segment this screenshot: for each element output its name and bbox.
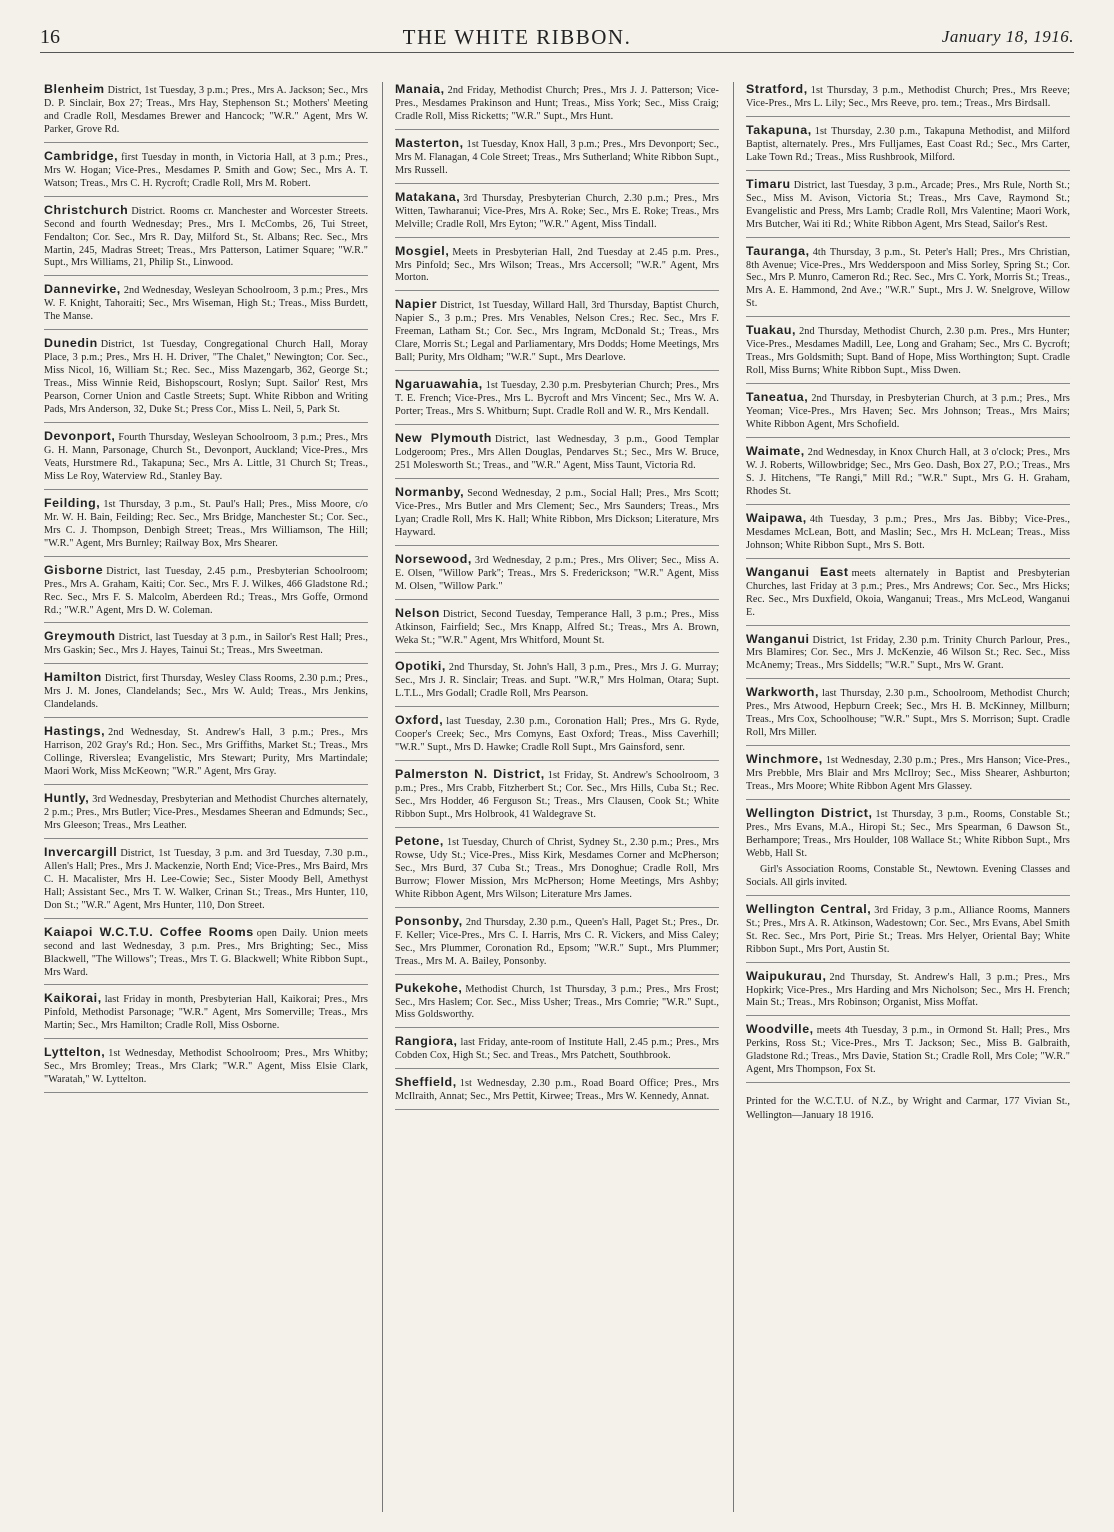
branch-name: Woodville, — [746, 1022, 814, 1037]
branch-name: Cambridge, — [44, 148, 119, 163]
branch-name: Dannevirke, — [44, 282, 121, 297]
branch-details: 3rd Wednesday, Presbyterian and Methodist Churches alternately, 2 p.m.; Pres., Mrs Butler; Vice-Pres., Mesdames Sheeran and Edmunds; Sec., Mrs Gleeson; Treas., Mrs Leather. — [44, 794, 368, 831]
branch-extra-note: Girl's Association Rooms, Constable St., Newtown. Evening Classes and Socials. All girls invited. — [746, 864, 1070, 896]
branch-details: 4th Thursday, 3 p.m., St. Peter's Hall; Pres., Mrs Christian, 8th Avenue; Vice-Pres., Mrs Wedderspoon and Miss Sorley, Spring St.; Cor. Sec., Mrs P. Munro, Cameron Rd.; Rec. Sec., Mrs C. York, Morris St.; Treas., Mrs A. E. Hammond, 2nd Ave.; "W.R." Supt., Mrs J. W. Snelgrove, Willow St. — [746, 246, 1070, 310]
branch-name: Ngaruawahia, — [395, 377, 483, 392]
branch-entry-nelson — [395, 606, 719, 654]
branch-entry-timaru — [746, 177, 1070, 238]
branch-name: Sheffield, — [395, 1075, 457, 1090]
branch-entry-normanby — [395, 485, 719, 546]
branch-entry-tauranga — [746, 244, 1070, 318]
branch-entry-pukekohe — [395, 981, 719, 1029]
branch-details: District, last Wednesday, 3 p.m., Good Templar Lodgeroom; Pres., Mrs Allen Douglas, Pendarves St.; Sec., Mrs W. Bruce, 251 Molesworth St.; Treas., and "W.R." Agent, Miss Taunt, Victoria Rd. — [395, 434, 719, 471]
branch-details: District, last Tuesday, 3 p.m., Arcade; Pres., Mrs Rule, North St.; Sec., Miss M. Avison, Victoria St.; Treas., Mrs Cave, Raymond St.; Evangelistic and Press, Mrs Lamb; Cradle Roll, Mrs Valentine; Maori Work, Mrs Butcher, Wai iti Rd.; White Ribbon Agent, Mrs Stead, Sailor's Rest. — [746, 179, 1070, 230]
branch-details: Meets in Presbyterian Hall, 2nd Tuesday at 2.45 p.m. Pres., Mrs Pinfold; Sec., Mrs Wilson; Treas., Mrs Accersoll; "W.R." Agent, Mrs Morton. — [395, 246, 719, 284]
branch-details: 1st Wednesday, 2.30 p.m.; Pres., Mrs Hanson; Vice-Pres., Mrs Prebble, Mrs Blair and Mrs McIlroy; Sec., Miss Shearer, Ashburton; Treas., Mrs Moore; White Ribbon Agent Mrs Glassey. — [746, 755, 1070, 793]
branch-name: Takapuna, — [746, 122, 812, 137]
branch-details: Methodist Church, 1st Thursday, 3 p.m.; Pres., Mrs Frost; Sec., Mrs Haslem; Cor. Sec., Miss Usher; Treas., Mrs Comrie; "W.R." Supt., Miss Goldsworthy. — [395, 983, 719, 1021]
branch-name: Kaiapoi W.C.T.U. Coffee Rooms — [44, 924, 254, 939]
branch-name: Opotiki, — [395, 659, 446, 674]
branch-name: Blenheim — [44, 82, 105, 96]
branch-name: Tauranga, — [746, 243, 810, 258]
branch-entry-kaiapoi-w-c-t-u-coffee-rooms — [44, 925, 368, 986]
branch-name: Masterton, — [395, 135, 464, 150]
branch-entry-palmerston-n-district — [395, 767, 719, 828]
branch-entry-takapuna — [746, 123, 1070, 171]
branch-entry-hamilton — [44, 670, 368, 718]
branch-details: 3rd Wednesday, 2 p.m.; Pres., Mrs Oliver; Sec., Miss A. E. Olsen, "Willow Park"; Treas., Mrs S. Frederickson; "W.R." Agent, Miss M. Olsen, "Willow Park." — [395, 554, 719, 592]
branch-entry-masterton — [395, 136, 719, 184]
branch-name: Wanganui — [746, 631, 810, 646]
page-header — [40, 22, 1074, 53]
branch-name: Kaikorai, — [44, 991, 102, 1006]
branch-details: last Thursday, 2.30 p.m., Schoolroom, Methodist Church; Pres., Mrs Atwood, Hepburn Creek; Sec., Mrs H. B. McKinney, Millburn; Treas., Mrs Cox, Schoolhouse; "W.R." Supt., Mrs S. Morrison; Supt. Cradle Roll, Mrs Miller. — [746, 688, 1070, 739]
branch-entry-dunedin — [44, 336, 368, 423]
branch-details: 2nd Thursday, 2.30 p.m., Queen's Hall, Paget St.; Pres., Dr. F. Keller; Vice-Pres., Mrs C. I. Harris, Mrs C. R. Vickers, and Miss Caley; Sec., Mrs Plummer, Coronation Rd., Epsom; "W.R." Supt., Mrs Plummer; Treas., Mrs M. A. Bailey, Ponsonby. — [395, 916, 719, 967]
branch-name: Ponsonby, — [395, 913, 463, 928]
branch-details: District, 1st Tuesday, 3 p.m. and 3rd Tuesday, 7.30 p.m., Allen's Hall; Pres., Mrs J. Mackenzie, North End; Vice-Pres., Mrs Baird, Mrs C. H. Macalister, Mrs H. Lee-Cowie; Sec., Sister Moody Bell, Amethyst Hall; Assistant Sec., Mrs T. W. Walker, Crinan St.; Treas., Mrs Hunter, 110, Don St.; "W.R." Agent, Mrs Hunter, 110, Don Street. — [44, 847, 368, 911]
branch-details: District, 1st Tuesday, 3 p.m.; Pres., Mrs A. Jackson; Sec., Mrs D. P. Sinclair, Box 27; Treas., Mrs Hay, Stephenson St.; Mothers' Meeting and Cradle Roll, Mesdames Brewer and Hancock; "W.R." Agent, Mrs W. Parker, Grove Rd. — [44, 85, 368, 135]
branch-entry-gisborne — [44, 563, 368, 624]
branch-name: Rangiora, — [395, 1034, 458, 1049]
branch-entry-huntly — [44, 791, 368, 839]
branch-name: Mosgiel, — [395, 243, 450, 258]
branch-entry-kaikorai — [44, 991, 368, 1039]
branch-details: 2nd Thursday, Methodist Church, 2.30 p.m. Pres., Mrs Hunter; Vice-Pres., Mesdames Madill, Lee, Long and Graham; Sec., Mrs C. Bycroft; Treas., Mrs Goldsmith; Supt. Band of Hope, Miss Worthington; Supt. Cradle Roll, Miss Burns; White Ribbon Supt., Miss Dwen. — [746, 326, 1070, 377]
branch-name: Hamilton — [44, 670, 102, 685]
branch-name: Timaru — [746, 176, 791, 191]
branch-details: 1st Friday, St. Andrew's Schoolroom, 3 p.m.; Pres., Mrs Crabb, Fitzherbert St.; Cor. Sec., Mrs Hills, Cuba St.; Rec. Sec., Mrs Hodder, 46 Ferguson St.; Treas., Mrs Clausen, Cook St.; White Ribbon Supt., Mrs Holbrook, 41 Waldegrave St. — [395, 770, 719, 821]
branch-details: last Friday, ante-room of Institute Hall, 2.45 p.m.; Pres., Mrs Cobden Cox, High St.; Sec. and Treas., Mrs Patchett, Southbrook. — [395, 1037, 719, 1062]
branch-details: 1st Thursday, 3 p.m., Methodist Church; Pres., Mrs Reeve; Vice-Pres., Mrs L. Lily; Sec., Mrs Reeve, pro. tem.; Treas., Mrs Birdsall. — [746, 85, 1070, 109]
branch-name: Matakana, — [395, 189, 461, 204]
branch-entry-blenheim — [44, 82, 368, 143]
branch-name: Greymouth — [44, 629, 116, 644]
branch-details: 3rd Friday, 3 p.m., Alliance Rooms, Manners St.; Pres., Mrs A. R. Atkinson, Wadestown; Cor. Sec., Mrs Evans, Abel Smith St. Rec. Sec., Mrs Port, Pirie St.; Treas. Mrs Helyer, Oriental Bay; White Ribbon Supt., Mrs Port, Austin St. — [746, 904, 1071, 955]
branch-name: Devonport, — [44, 429, 116, 444]
branch-name: Huntly, — [44, 791, 90, 806]
branch-details: 1st Thursday, 2.30 p.m., Takapuna Methodist, and Milford Baptist, alternately. Pres., Mrs Fulljames, East Coast Rd.; Sec., Mrs Carter, Lake Town Rd.; Treas., Miss Rushbrook, Milford. — [746, 125, 1070, 163]
branch-name: Palmerston N. District, — [395, 767, 545, 782]
branch-entry-wanganui — [746, 632, 1070, 680]
branch-details: 4th Tuesday, 3 p.m.; Pres., Mrs Jas. Bibby; Vice-Pres., Mesdames McLean, Bott, and Maslin; Sec., Mrs H. McLean; Treas., Miss Johnson; White Ribbon Supt., Mrs S. Bott. — [746, 513, 1070, 551]
branch-entry-waipukurau — [746, 969, 1070, 1017]
branch-entry-mosgiel — [395, 244, 719, 292]
branch-details: District. Rooms cr. Manchester and Worcester Streets. Second and fourth Wednesday; Pres., Mrs I. McCombs, 26, Tui Street, Fendalton; Cor. Sec., Mrs R. Day, Milford St., St. Albans; Rec. Sec., Mrs Martin, 245, Madras Street; Treas., Mrs Patterson, Latimer Square; "W.R." Supt., Mrs Williams, 21, Philip St., Linwood. — [44, 205, 368, 269]
branch-name: Normanby, — [395, 484, 465, 499]
column-middle — [382, 82, 723, 1512]
branch-details: last Tuesday, 2.30 p.m., Coronation Hall; Pres., Mrs G. Ryde, Cooper's Creek; Sec., Mrs Comyns, East Oxford; Treas., Miss Caverhill; "W.R." Supt., Mrs D. Hawke; Cradle Roll Supt., Mrs Gainsford, senr. — [395, 716, 719, 754]
branch-name: Invercargill — [44, 844, 118, 859]
issue-date: January 18, 1916. — [941, 27, 1074, 46]
branch-entry-matakana — [395, 190, 719, 238]
branch-entry-petone — [395, 834, 719, 908]
column-left — [40, 82, 372, 1512]
branch-name: Pukekohe, — [395, 980, 463, 995]
branch-details: District, 1st Tuesday, Willard Hall, 3rd Thursday, Baptist Church, Napier S., 3 p.m.; Pres. Mrs Venables, Nelson Cres.; Rec. Sec., Mrs F. Freeman, Latham St.; Cor. Sec., Mrs Ingram, McDonald St.; Treas., Mrs Clare, Morris St.; Legal and Parliamentary, Mrs Dodds; Home Meetings, Mrs Ball; Purity, Mrs Oldham; "W.R." Supt., Mrs Dearlove. — [395, 300, 719, 364]
branch-entry-devonport — [44, 429, 368, 490]
branch-name: Winchmore, — [746, 752, 823, 767]
branch-name: Stratford, — [746, 82, 808, 96]
branch-name: Lyttelton, — [44, 1045, 106, 1060]
branch-entry-dannevirke — [44, 282, 368, 330]
branch-name: Gisborne — [44, 562, 104, 577]
branch-name: Petone, — [395, 833, 444, 848]
branch-entry-winchmore — [746, 752, 1070, 800]
branch-details: 1st Tuesday, 2.30 p.m. Presbyterian Church; Pres., Mrs T. E. French; Vice-Pres., Mrs L. Bycroft and Mrs Vincent; Sec., Mrs W. A. Porter; Treas., Mrs S. Whitburn; Supt. Cradle Roll and W. R., Mrs Kendall. — [395, 380, 719, 418]
page-title: THE WHITE RIBBON. — [402, 24, 632, 49]
branch-name: Napier — [395, 297, 438, 312]
branch-entry-oxford — [395, 713, 719, 761]
branch-name: Nelson — [395, 605, 440, 620]
branch-entry-woodville — [746, 1022, 1070, 1083]
branch-details: District, 1st Tuesday, Congregational Church Hall, Moray Place, 3 p.m.; Pres., Mrs H. H. Driver, "The Chalet," Newington; Cor. Sec., Miss Nicol, 16, William St.; Rec. Sec., Miss Mazengarb, 362, George St.; Treas., Miss Winnie Reid, Bishopscourt, Roslyn; Supt. Sailor' Rest, Mrs Pearson, Corner Union and Castle Streets; Supt. White Ribbon and Writing Pads, Mrs Anderson, 32, Duke St.; Press Cor., Miss L. Neil, 5, Park St. — [44, 339, 368, 416]
branch-entry-invercargill — [44, 845, 368, 919]
branch-details: last Friday in month, Presbyterian Hall, Kaikorai; Pres., Mrs Pinfold, Methodist Parsonage; "W.R." Agent, Mrs Somerville; Treas., Mrs Martin; Sec., Mrs Hamilton; Cradle Roll, Miss Osborne. — [44, 994, 368, 1032]
branch-details: 2nd Friday, Methodist Church; Pres., Mrs J. J. Patterson; Vice-Pres., Mesdames Prakinson and Hunt; Treas., Miss York; Sec., Miss Craig; Cradle Roll, Miss Ricketts; "W.R." Supt., Mrs Hunt. — [395, 85, 719, 122]
branch-details: 2nd Wednesday, Wesleyan Schoolroom, 3 p.m.; Pres., Mrs W. F. Knight, Tahoraiti; Sec., Mrs Wiseman, High St.; Treas., Miss Burdett, The Manse. — [44, 285, 368, 323]
branch-name: Taneatua, — [746, 390, 809, 405]
branch-name: Waimate, — [746, 444, 805, 459]
printer-note: Printed for the W.C.T.U. of N.Z., by Wright and Carmar, 177 Vivian St., Wellington—January 18 1916. — [746, 1096, 1070, 1121]
branch-details: 2nd Thursday, St. John's Hall, 3 p.m., Pres., Mrs J. G. Murray; Sec., Mrs J. R. Sinclair; Treas. and Supt. "W.R," Mrs Holman, Otara; Supt. L.T.L., Mrs Godall; Cradle Roll, Mrs Pearson. — [395, 662, 719, 700]
branch-name: Feilding, — [44, 495, 101, 510]
branch-entry-greymouth — [44, 629, 368, 664]
branch-name: Wellington Central, — [746, 901, 872, 916]
branch-details: open Daily. Union meets second and last Wednesday, 3 p.m. Pres., Mrs Brighting; Sec., Miss Blackwell, "The Willows"; Treas., Mrs T. G. Blackwell; White Ribbon Supt., Mrs Ward. — [44, 927, 368, 978]
branch-details: 1st Thursday, 3 p.m., Rooms, Constable St.; Pres., Mrs Evans, M.A., Hiropi St.; Sec., Mrs Spearman, 6 Dawson St., Berhampore; Treas., Mrs Houlder, 108 Wallace St.; White Ribbon Supt., Mrs Webb, Hall St. — [746, 809, 1071, 859]
branch-entry-manaia — [395, 82, 719, 130]
branch-details: 2nd Wednesday, in Knox Church Hall, at 3 o'clock; Pres., Mrs W. J. Roberts, Willowbridge; Sec., Mrs Geo. Dash, Box 27, P.O.; Treas., Mrs S. J. Hitchens, "Te Rangi," Mill Rd.; "W.R." Supt., Mrs G. H. Graham, Rhodes St. — [746, 447, 1070, 497]
branch-name: Hastings, — [44, 724, 106, 739]
branch-details: Second Wednesday, 2 p.m., Social Hall; Pres., Mrs Scott; Vice-Pres., Mrs Butler and Mrs Clement; Sec., Mrs Saunders; Treas., Mrs Lyan; Cradle Roll, Mrs K. Hall; White Ribbon, Mrs Dickson; Literature, Mrs Hayward. — [395, 487, 719, 538]
page-number: 16 — [40, 25, 60, 48]
branch-details: District, 1st Friday, 2.30 p.m. Trinity Church Parlour, Pres., Mrs Blamires; Cor. Sec., Mrs J. McKenzie, 46 Wilson St.; Rec. Sec., Miss McAnemy; Treas., Mrs Siddells; "W.R." Supt., Mrs W. Grant. — [746, 634, 1070, 672]
branch-entry-taneatua — [746, 390, 1070, 438]
branch-details: meets alternately in Baptist and Presbyterian Churches, last Friday at 3 p.m.; Pres., Mrs Andrews; Cor. Sec., Mrs Hicks; Rec. Sec., Mrs Duxfield, Okoia, Wanganui; Treas., Mrs McLeod, Wanganui E. — [746, 567, 1070, 618]
branch-details: meets 4th Tuesday, 3 p.m., in Ormond St. Hall; Pres., Mrs Perkins, Ross St.; Vice-Pres., Mrs T. Jackson; Sec., Miss B. Galbraith, Gladstone Rd.; Treas., Mrs Davie, Station St.; Cradle Roll, Mrs Cole; "W.R." Agent, Mrs Thompson, Fox St. — [746, 1025, 1070, 1076]
branch-entry-napier — [395, 297, 719, 371]
branch-name: Norsewood, — [395, 551, 472, 566]
branch-entry-christchurch — [44, 203, 368, 277]
branch-details: 1st Wednesday, Methodist Schoolroom; Pres., Mrs Whitby; Sec., Mrs Bromley; Treas., Mrs Clark; "W.R." Agent, Miss Elsie Clark, "Waratah," W. Lyttelton. — [44, 1048, 368, 1086]
branch-details: Fourth Thursday, Wesleyan Schoolroom, 3 p.m.; Pres., Mrs G. H. Mann, Parsonage, Church St., Devonport, Auckland; Vice-Pres., Mrs Veats, Hurstmere Rd., Takapuna; Sec., Mrs A. Little, 31 Church St; Treas., Miss Le Roy, Waterview Rd., Stanley Bay. — [44, 432, 368, 482]
branch-details: first Tuesday in month, in Victoria Hall, at 3 p.m.; Pres., Mrs W. Hogan; Vice-Pres., Mesdames P. Smith and Gow; Sec., Mrs A. T. Watson; Treas., Mrs C. H. Rycroft; Cradle Roll, Mrs M. Robert. — [44, 151, 368, 189]
branch-name: Christchurch — [44, 202, 129, 217]
column-right — [733, 82, 1074, 1512]
branch-name: Wanganui East — [746, 564, 849, 579]
branch-entry-hastings — [44, 724, 368, 785]
directory-columns — [40, 82, 1074, 1512]
branch-entry-ponsonby — [395, 914, 719, 975]
branch-entry-stratford — [746, 82, 1070, 117]
branch-entry-ngaruawahia — [395, 377, 719, 425]
branch-details: 1st Tuesday, Knox Hall, 3 p.m.; Pres., Mrs Devonport; Sec., Mrs M. Flanagan, 4 Cole Street; Treas., Mrs Sutherland; White Ribbon Supt., Mrs Russell. — [395, 138, 719, 176]
branch-details: 1st Tuesday, Church of Christ, Sydney St., 2.30 p.m.; Pres., Mrs Rowse, Udy St.; Vice-Pres., Miss Kirk, Mesdames Corner and McPherson; Sec., Mrs Burd, 37 Cuba St.; Treas., Mrs Donoghue; Cradle Roll, Mrs Burrow; Flower Mission, Mrs McPherson; Home Meetings, Mrs Ashby; White Ribbon Agent, Mrs Wilson; Literature Mrs James. — [395, 836, 719, 900]
branch-entry-waimate — [746, 444, 1070, 505]
branch-details: 3rd Thursday, Presbyterian Church, 2.30 p.m.; Pres., Mrs Witten, Tawharanui; Vice-Pres, Mrs A. Roke; Sec., Mrs E. Roke; Treas., Mrs Melville; Cradle Roll, Mrs Eyton; "W.R." Agent, Miss Tindall. — [395, 192, 719, 230]
branch-name: Dunedin — [44, 336, 98, 351]
column-right-entries — [746, 82, 1070, 1083]
branch-details: 2nd Thursday, St. Andrew's Hall, 3 p.m.; Pres., Mrs Hopkirk; Vice-Pres., Mrs Harding and Mrs Nicholson; Sec., Mrs H. French; Main St.; Treas., Mrs Robinson; Organist, Miss Moffat. — [746, 971, 1070, 1009]
branch-entry-rangiora — [395, 1034, 719, 1069]
branch-details: District, first Thursday, Wesley Class Rooms, 2.30 p.m.; Pres., Mrs J. M. Jones, Clandelands; Sec., Mrs W. Auld; Treas., Mrs Jenkins, Clandelands. — [44, 673, 368, 711]
branch-details: District, last Tuesday at 3 p.m., in Sailor's Rest Hall; Pres., Mrs Gaskin; Sec., Mrs J. Hayes, Tainui St.; Treas., Mrs Sweetman. — [44, 632, 368, 657]
branch-entry-opotiki — [395, 659, 719, 707]
branch-entry-lyttelton — [44, 1045, 368, 1093]
branch-details: District, Second Tuesday, Temperance Hall, 3 p.m.; Pres., Miss Atkinson, Fairfield; Sec., Mrs Knapp, Alfred St.; Treas., Mrs A. Brown, Weka St.; "W.R." Agent, Mrs Whitford, Mount St. — [395, 608, 719, 646]
branch-entry-new-plymouth — [395, 431, 719, 479]
branch-entry-sheffield — [395, 1075, 719, 1110]
branch-details: District, last Tuesday, 2.45 p.m., Presbyterian Schoolroom; Pres., Mrs A. Graham, Kaiti; Cor. Sec., Mrs F. J. Wilkes, 466 Gladstone Rd.; Rec. Sec., Mrs F. S. Malcolm, Aberdeen Rd.; Treas., Mrs Goffe, Ormond Rd.; "W.R." Agent, Mrs D. W. Coleman. — [44, 565, 368, 616]
branch-entry-norsewood — [395, 552, 719, 600]
branch-entry-tuakau — [746, 323, 1070, 384]
branch-details: 1st Wednesday, 2.30 p.m., Road Board Office; Pres., Mrs McIlraith, Annat; Sec., Mrs Pettit, Kirwee; Treas., Mrs W. Kennedy, Annat. — [395, 1078, 719, 1103]
branch-entry-wellington-central — [746, 902, 1070, 963]
branch-details: 1st Thursday, 3 p.m., St. Paul's Hall; Pres., Miss Moore, c/o Mr. W. H. Bain, Feilding; Rec. Sec., Mrs Bridge, Manchester St.; Cor. Sec., Mrs C. J. Thompson, Denbigh Street; Treas., Mrs Williamson, The Hill; "W.R." Agent, Mrs Burnley; Railway Box, Mrs Shearer. — [44, 498, 368, 549]
branch-entry-wanganui-east — [746, 565, 1070, 626]
branch-name: Oxford, — [395, 713, 444, 728]
branch-entry-warkworth — [746, 685, 1070, 746]
branch-entry-waipawa — [746, 511, 1070, 559]
branch-name: Waipawa, — [746, 510, 807, 525]
branch-name: Tuakau, — [746, 323, 797, 338]
branch-name: Wellington District, — [746, 806, 873, 821]
branch-entry-cambridge — [44, 149, 368, 197]
branch-entry-feilding — [44, 496, 368, 557]
branch-name: New Plymouth — [395, 431, 492, 446]
branch-details: 2nd Wednesday, St. Andrew's Hall, 3 p.m.; Pres., Mrs Harrison, 202 Gray's Rd.; Hon. Sec., Mrs Griffiths, Market St.; Treas., Mrs Collinge, Riverslea; Evangelistic, Mrs Stewart; Purity, Mrs Martindale; Maori Work, Miss McKeown; "W.R." Agent, Mrs Gray. — [44, 727, 368, 778]
branch-name: Warkworth, — [746, 685, 820, 700]
branch-entry-wellington-district — [746, 806, 1070, 866]
branch-name: Manaia, — [395, 82, 445, 96]
branch-details: 2nd Thursday, in Presbyterian Church, at 3 p.m.; Pres., Mrs Yeoman; Vice-Pres., Mrs Haven; Sec. Mrs Johnson; Treas., Mrs Mairs; White Ribbon Agent, Mrs Schofield. — [746, 393, 1070, 431]
branch-name: Waipukurau, — [746, 968, 827, 983]
